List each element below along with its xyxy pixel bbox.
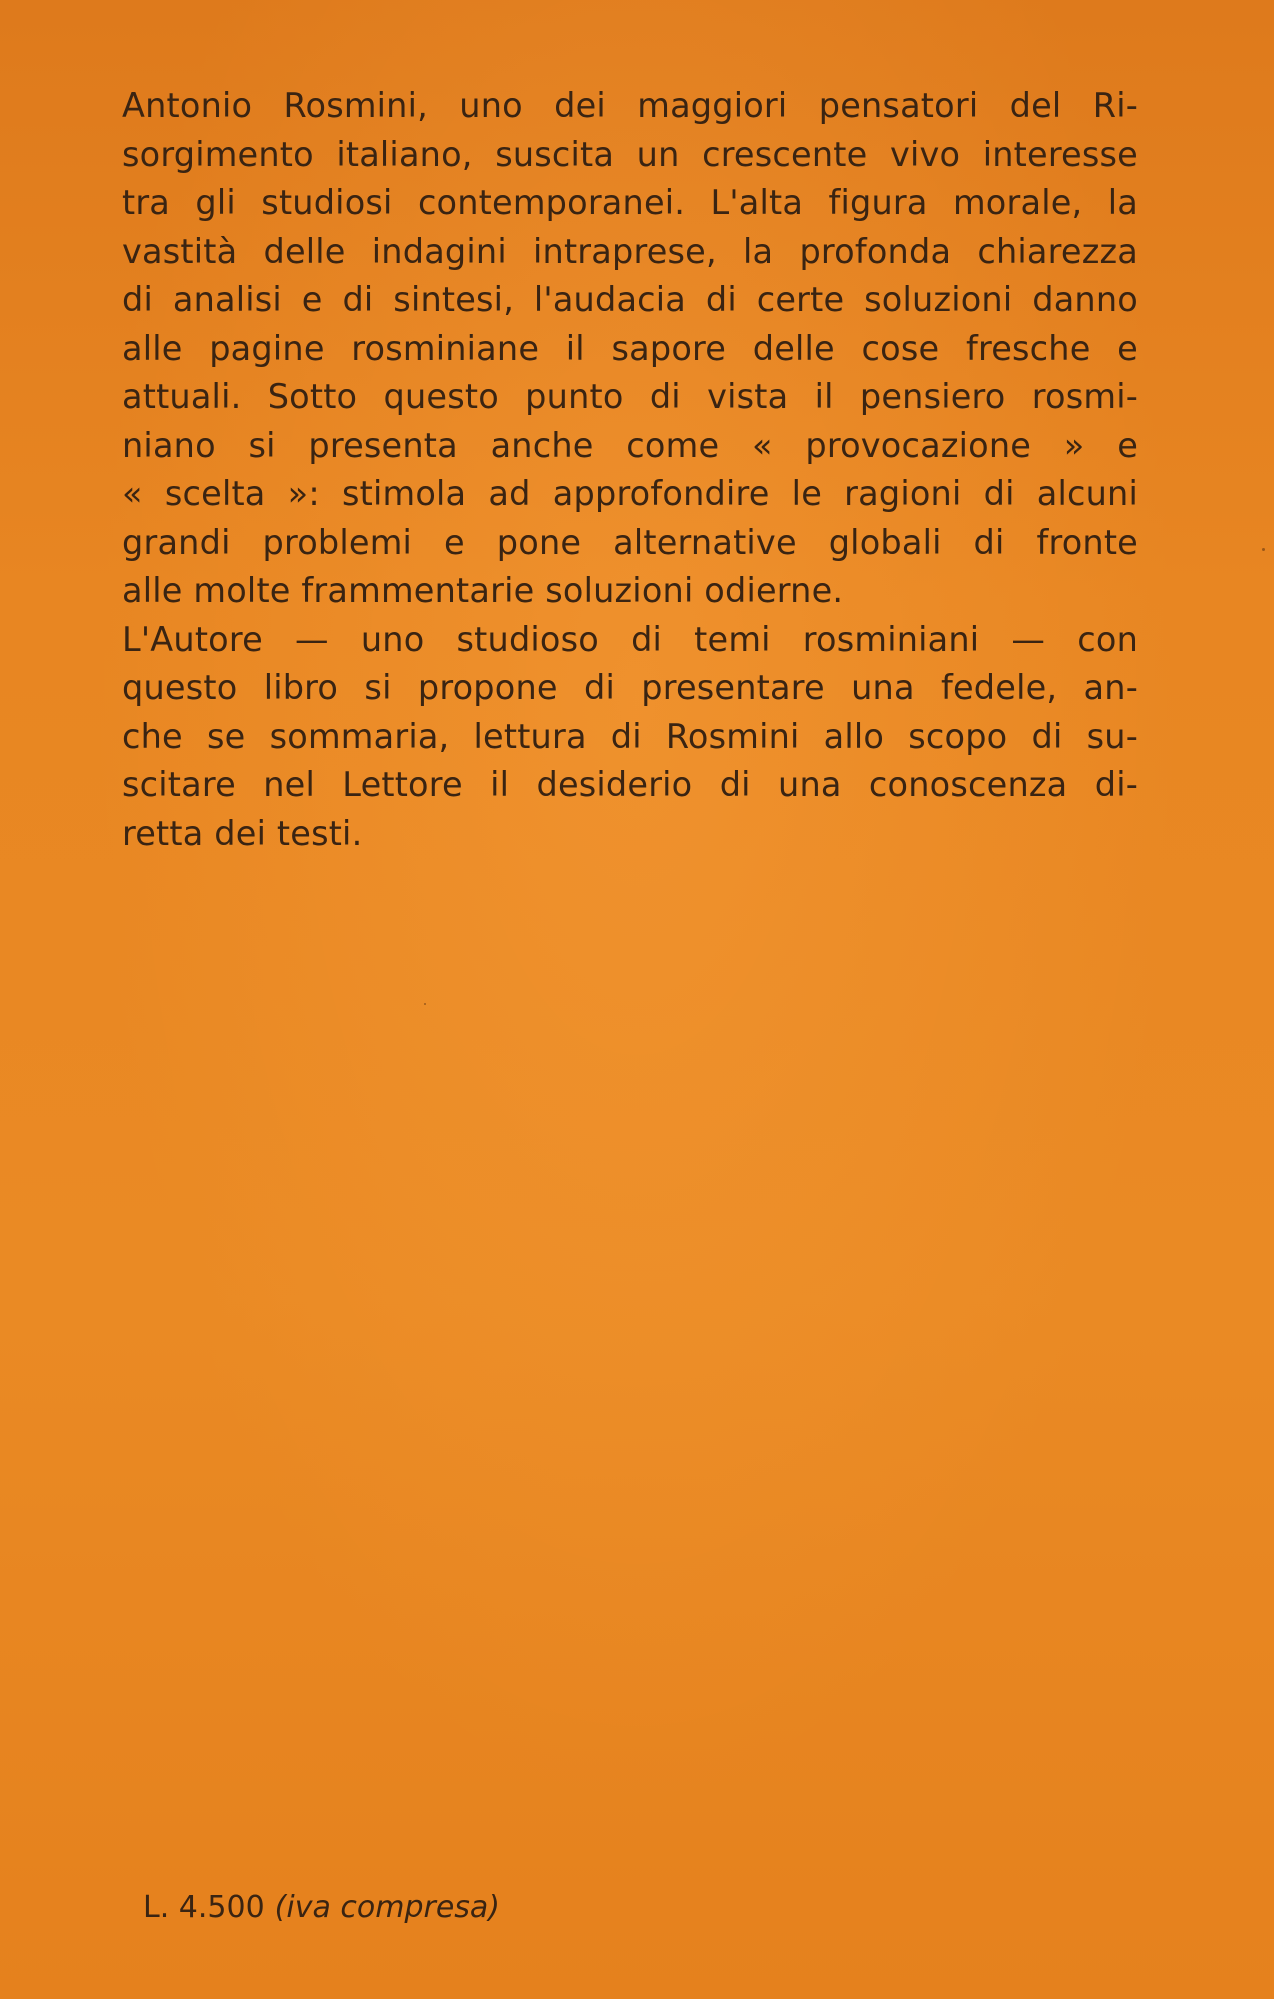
blurb-paragraph-2 <box>122 616 1138 859</box>
blurb-line: che se sommaria, lettura di Rosmini allo scopo di su- <box>122 716 1138 756</box>
blurb-line: « scelta »: stimola ad approfondire le ragioni di alcuni <box>122 474 1138 513</box>
blurb-line: retta dei testi. <box>122 813 363 853</box>
blurb-line: di analisi e di sintesi, l'audacia di certe soluzioni danno <box>122 280 1138 319</box>
blurb-paragraph-1 <box>122 82 1138 616</box>
blurb-line: alle molte frammentarie soluzioni odierne. <box>122 571 844 610</box>
blurb-line: niano si presenta anche come « provocazione » e <box>122 425 1138 465</box>
blurb-line: tra gli studiosi contemporanei. L'alta figura morale, la <box>122 183 1138 222</box>
paper-speck <box>1262 548 1265 551</box>
blurb-line: questo libro si propone di presentare una fedele, an- <box>122 668 1138 707</box>
blurb-line: vastità delle indagini intraprese, la profonda chiarezza <box>122 231 1138 271</box>
price-label <box>143 1888 500 1928</box>
blurb-line: L'Autore — uno studioso di temi rosminiani — con <box>122 619 1138 659</box>
price-amount: L. 4.500 <box>143 1890 265 1925</box>
blurb-line: attuali. Sotto questo punto di vista il pensiero rosmi- <box>122 377 1138 416</box>
blurb-line: grandi problemi e pone alternative globali di fronte <box>122 522 1138 562</box>
blurb-text <box>122 82 1138 858</box>
blurb-line: Antonio Rosmini, uno dei maggiori pensatori del Ri- <box>122 86 1138 125</box>
blurb-line: sorgimento italiano, suscita un crescente vivo interesse <box>122 134 1138 174</box>
price-tax-note: (iva compresa) <box>274 1890 501 1925</box>
blurb-line: scitare nel Lettore il desiderio di una conoscenza di- <box>122 765 1138 804</box>
paper-speck <box>424 1003 426 1005</box>
blurb-line: alle pagine rosminiane il sapore delle cose fresche e <box>122 328 1138 368</box>
